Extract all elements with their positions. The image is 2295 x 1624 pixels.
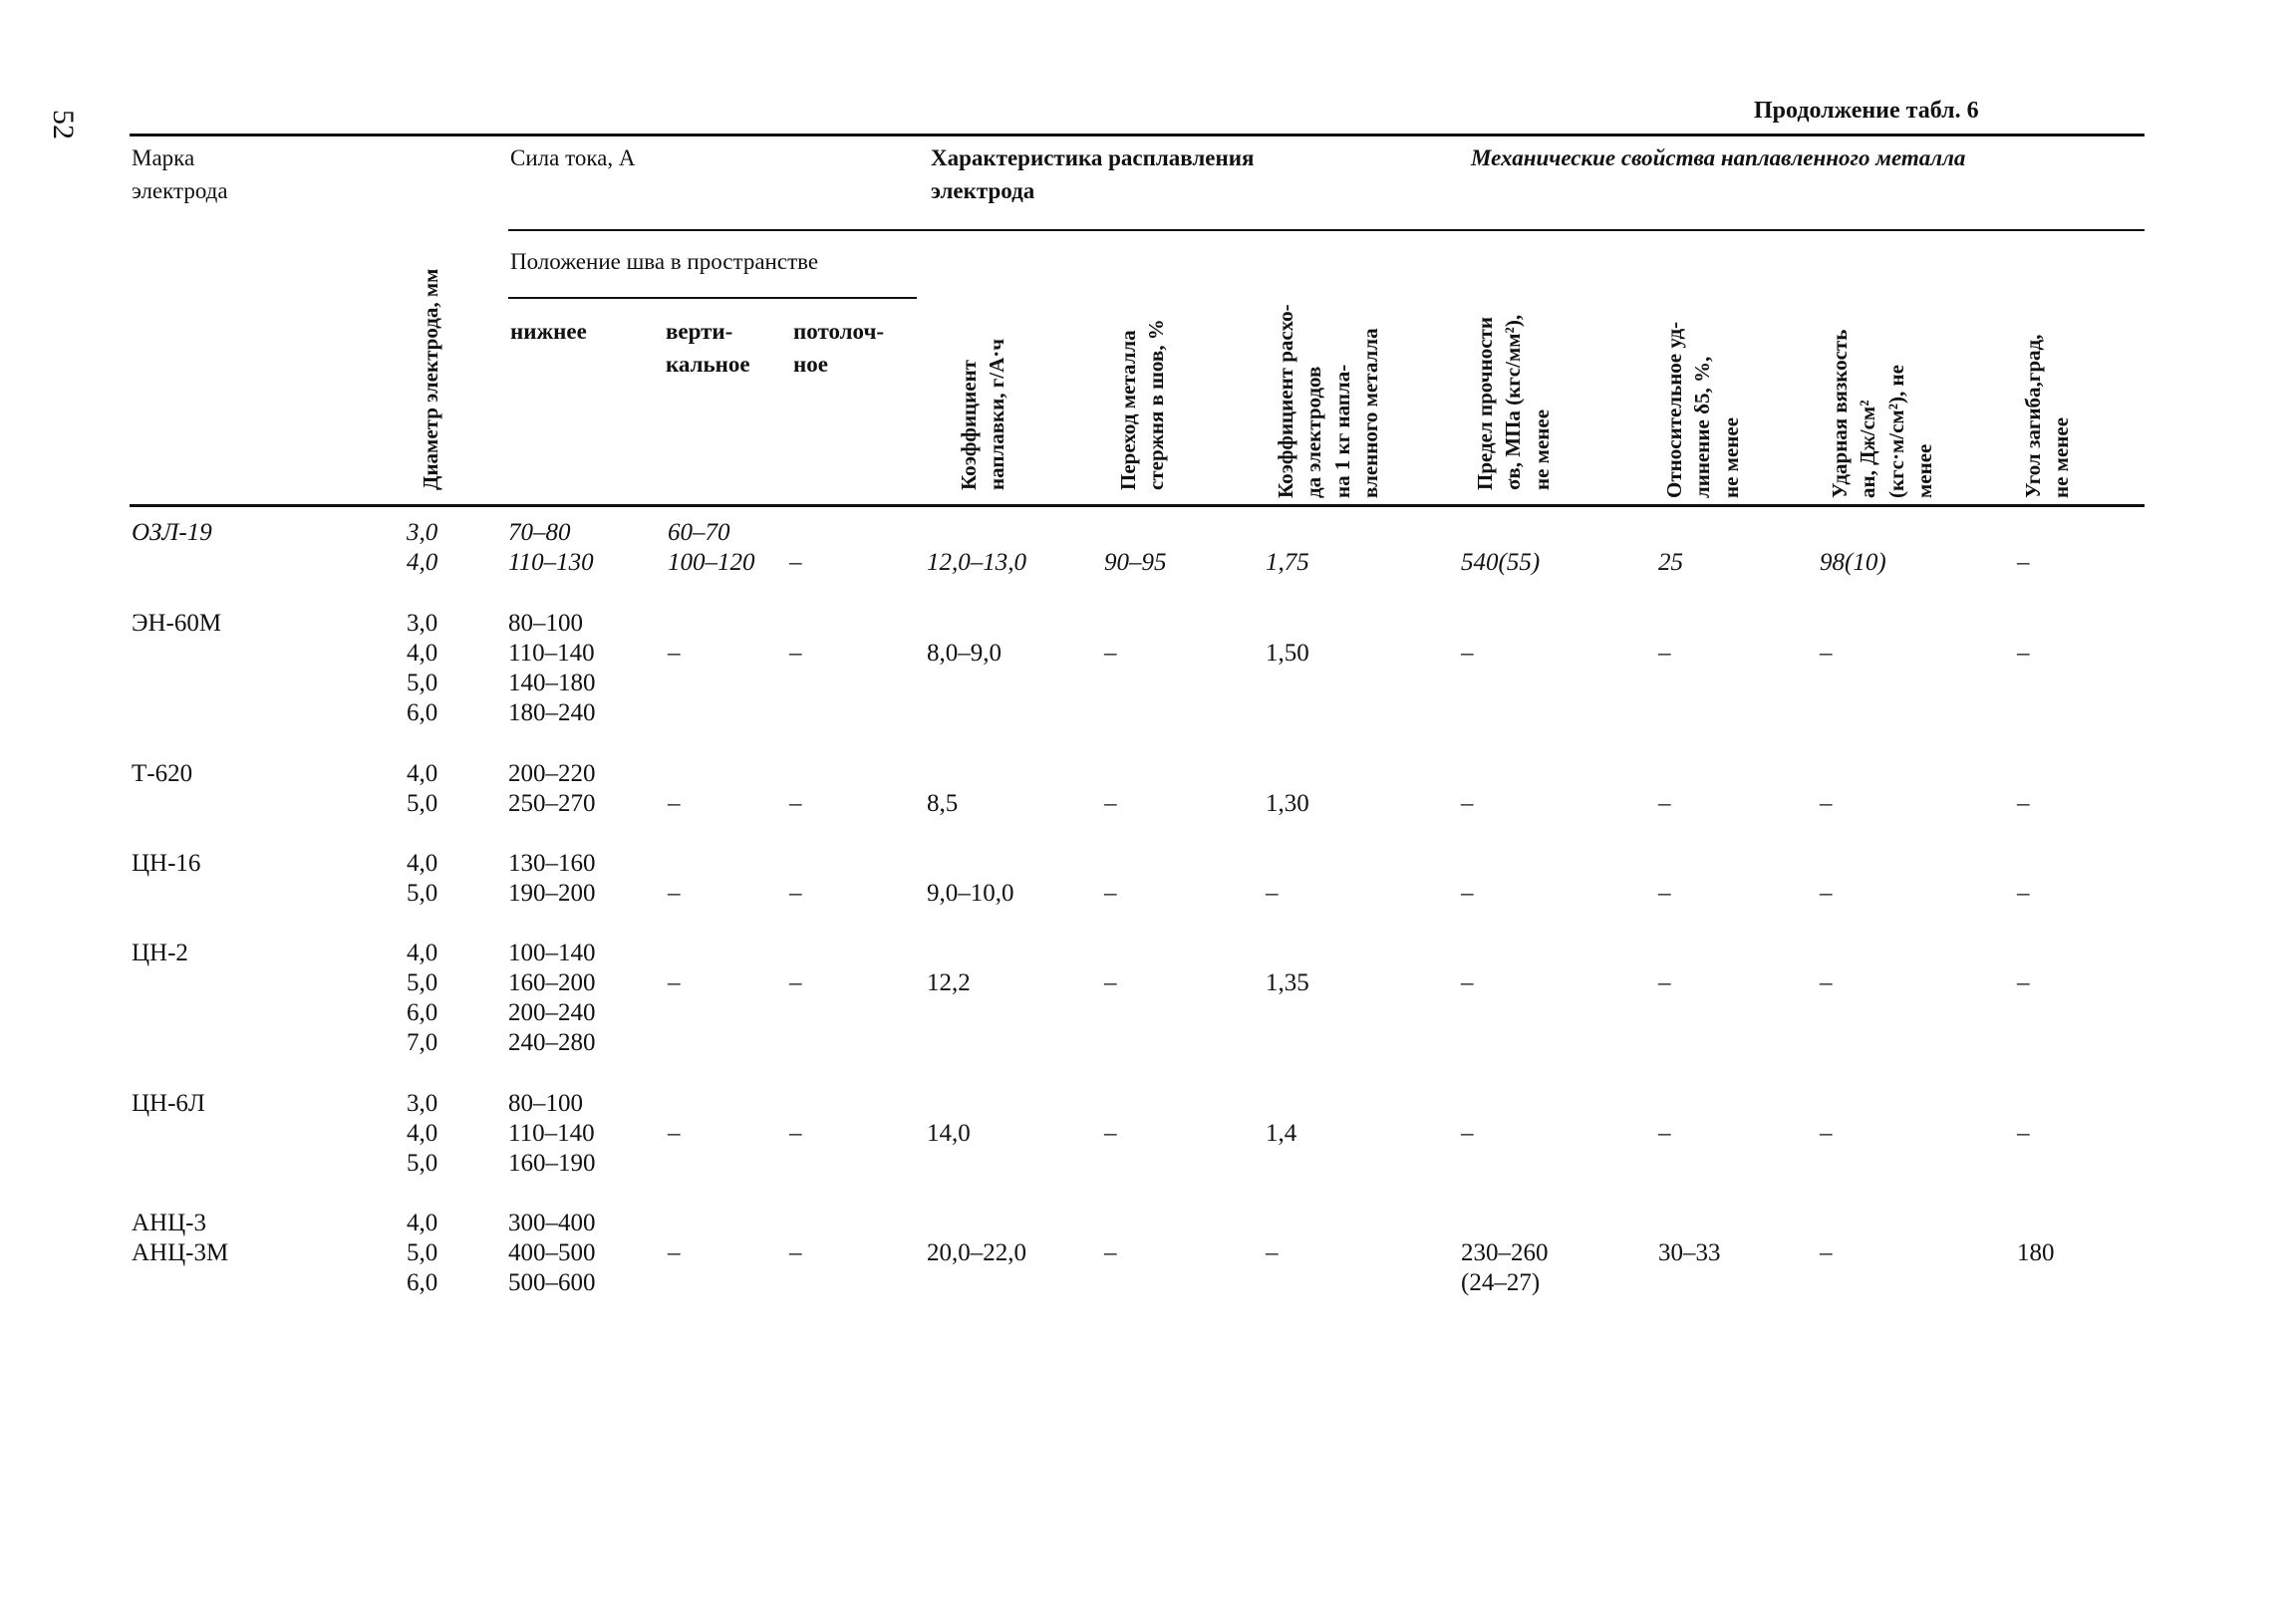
header-mech: Механические свойства наплавленного металла <box>1471 145 1966 170</box>
cell-current-vertical: – <box>668 969 681 996</box>
cell-bend: 180 <box>2017 1239 2055 1266</box>
cell-current-lower: 100–140 160–200 200–240 240–280 <box>508 940 596 1056</box>
cell-brand: ОЗЛ-19 <box>132 519 212 546</box>
cell-consumption: – <box>1266 1239 1279 1266</box>
header-strength: Предел прочности σв, МПа (кгс/мм²), не менее <box>1473 314 1554 490</box>
cell-impact: – <box>1820 880 1833 907</box>
cell-consumption: 1,4 <box>1266 1120 1297 1147</box>
cell-strength: – <box>1461 880 1474 907</box>
header-pos-ceiling: потолоч- ное <box>793 319 885 378</box>
cell-bend: – <box>2017 549 2030 576</box>
cell-brand: ЦН-6Л <box>132 1090 205 1117</box>
cell-diameter: 3,0 4,0 5,0 <box>407 1090 438 1177</box>
cell-elongation: – <box>1658 790 1671 817</box>
cell-current-vertical: – <box>668 1120 681 1147</box>
cell-strength: – <box>1461 1120 1474 1147</box>
cell-current-lower: 200–220 250–270 <box>508 760 596 817</box>
header-bend: Угол загиба,град, не менее <box>2021 334 2074 498</box>
cell-elongation: 25 <box>1658 549 1683 576</box>
cell-impact: – <box>1820 969 1833 996</box>
cell-diameter: 3,0 4,0 5,0 6,0 <box>407 610 438 726</box>
cell-strength: – <box>1461 790 1474 817</box>
cell-diameter: 4,0 5,0 6,0 <box>407 1210 438 1296</box>
cell-consumption: 1,30 <box>1266 790 1309 817</box>
cell-current-lower: 80–100 110–140 160–190 <box>508 1090 596 1177</box>
cell-transfer: – <box>1104 790 1117 817</box>
header-current: Сила тока, А <box>510 145 636 170</box>
cell-current-vertical: – <box>668 1239 681 1266</box>
mech-rule <box>508 229 2145 231</box>
cell-diameter: 4,0 5,0 <box>407 850 438 907</box>
cell-elongation: – <box>1658 1120 1671 1147</box>
header-melting: Характеристика расплавления электрода <box>931 145 1255 204</box>
cell-diameter: 4,0 5,0 6,0 7,0 <box>407 940 438 1056</box>
header-elongation: Относительное уд- линение δ5, %, не менее <box>1662 321 1743 498</box>
cell-impact: 98(10) <box>1820 549 1886 576</box>
header-pos-lower: нижнее <box>510 319 587 344</box>
cell-transfer: – <box>1104 640 1117 667</box>
page-number: 52 <box>47 110 80 139</box>
cell-bend: – <box>2017 1120 2030 1147</box>
cell-current-ceiling: – <box>789 549 802 576</box>
cell-deposit-coef: 8,0–9,0 <box>927 640 1002 667</box>
header-impact: Ударная вязкость ан, Дж/см² (кгс·м/см²), не менее <box>1828 329 1937 498</box>
header-deposit-coef: Коэффициент наплавки, г/А·ч <box>957 338 1009 490</box>
cell-bend: – <box>2017 640 2030 667</box>
cell-transfer: – <box>1104 1120 1117 1147</box>
header-position: Положение шва в пространстве <box>510 249 819 274</box>
cell-current-lower: 130–160 190–200 <box>508 850 596 907</box>
cell-deposit-coef: 8,5 <box>927 790 959 817</box>
cell-brand: Т-620 <box>132 760 193 787</box>
header-transfer: Переход металла стержня в шов, % <box>1116 319 1169 490</box>
cell-strength: – <box>1461 640 1474 667</box>
cell-current-lower: 70–80 110–130 <box>508 519 594 576</box>
cell-current-lower: 80–100 110–140 140–180 180–240 <box>508 610 596 726</box>
cell-current-vertical: – <box>668 880 681 907</box>
cell-elongation: – <box>1658 640 1671 667</box>
cell-strength: 540(55) <box>1461 549 1541 576</box>
cell-bend: – <box>2017 969 2030 996</box>
cell-current-ceiling: – <box>789 1239 802 1266</box>
cell-transfer: – <box>1104 880 1117 907</box>
top-rule <box>130 134 2145 136</box>
header-consumption: Коэффициент расхо- да электродов на 1 кг напла- вленного металла <box>1274 304 1383 498</box>
header-diameter: Диаметр электрода, мм <box>419 268 442 490</box>
cell-current-vertical: – <box>668 790 681 817</box>
cell-bend: – <box>2017 790 2030 817</box>
header-bottom-rule <box>130 504 2145 507</box>
cell-transfer: 90–95 <box>1104 549 1167 576</box>
cell-transfer: – <box>1104 969 1117 996</box>
cell-deposit-coef: 9,0–10,0 <box>927 880 1014 907</box>
cell-strength: – <box>1461 969 1474 996</box>
position-rule <box>508 297 917 299</box>
cell-consumption: – <box>1266 880 1279 907</box>
cell-brand: АНЦ-3 АНЦ-3М <box>132 1210 229 1266</box>
cell-elongation: – <box>1658 880 1671 907</box>
cell-brand: ЦН-2 <box>132 940 188 966</box>
cell-impact: – <box>1820 1120 1833 1147</box>
cell-current-ceiling: – <box>789 790 802 817</box>
cell-strength: 230–260 (24–27) <box>1461 1239 1549 1296</box>
cell-current-lower: 300–400 400–500 500–600 <box>508 1210 596 1296</box>
cell-impact: – <box>1820 1239 1833 1266</box>
cell-consumption: 1,75 <box>1266 549 1309 576</box>
cell-current-vertical: – <box>668 640 681 667</box>
cell-current-ceiling: – <box>789 969 802 996</box>
cell-diameter: 4,0 5,0 <box>407 760 438 817</box>
cell-deposit-coef: 14,0 <box>927 1120 971 1147</box>
header-pos-vertical: верти- кальное <box>666 319 750 378</box>
cell-diameter: 3,0 4,0 <box>407 519 438 576</box>
cell-current-ceiling: – <box>789 640 802 667</box>
cell-current-ceiling: – <box>789 1120 802 1147</box>
cell-deposit-coef: 20,0–22,0 <box>927 1239 1026 1266</box>
table-continuation-label: Продолжение табл. 6 <box>1754 98 1979 124</box>
cell-consumption: 1,35 <box>1266 969 1309 996</box>
cell-impact: – <box>1820 790 1833 817</box>
cell-brand: ЦН-16 <box>132 850 201 877</box>
cell-current-ceiling: – <box>789 880 802 907</box>
cell-deposit-coef: 12,0–13,0 <box>927 549 1026 576</box>
header-brand: Марка электрода <box>132 145 228 204</box>
cell-current-vertical: 60–70 100–120 <box>668 519 755 576</box>
cell-brand: ЭН-60М <box>132 610 222 637</box>
cell-consumption: 1,50 <box>1266 640 1309 667</box>
cell-impact: – <box>1820 640 1833 667</box>
cell-bend: – <box>2017 880 2030 907</box>
cell-elongation: 30–33 <box>1658 1239 1721 1266</box>
cell-transfer: – <box>1104 1239 1117 1266</box>
cell-deposit-coef: 12,2 <box>927 969 971 996</box>
cell-elongation: – <box>1658 969 1671 996</box>
